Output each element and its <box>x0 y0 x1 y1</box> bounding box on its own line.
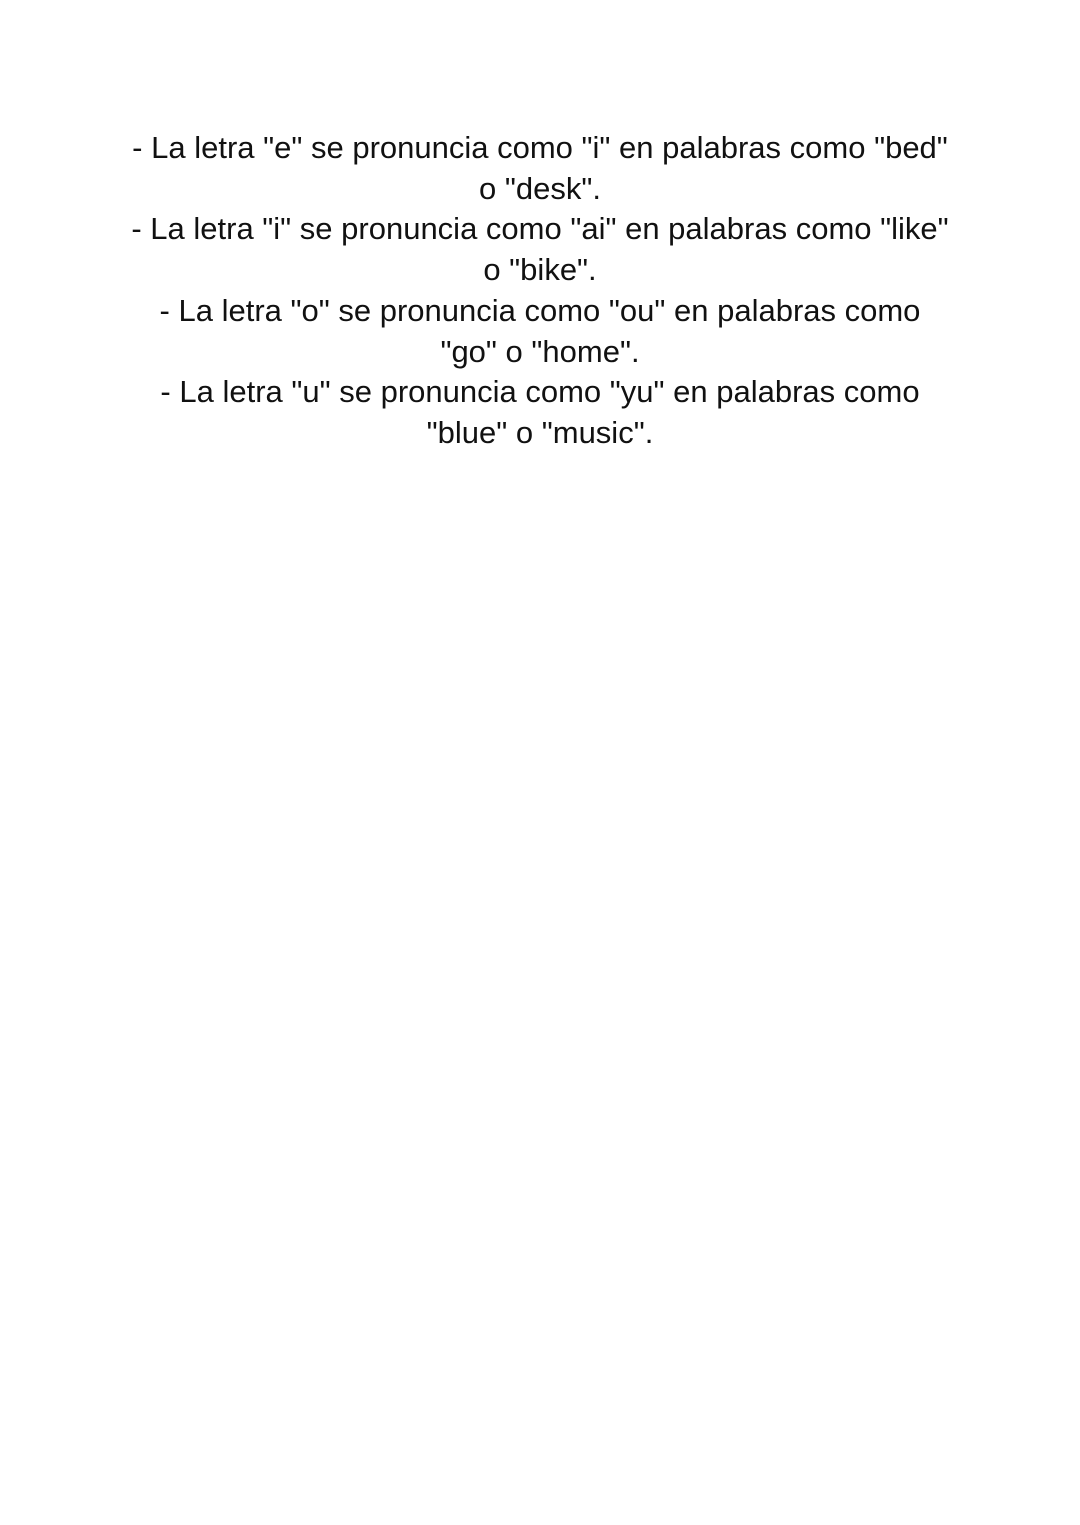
text-line-2: o "desk". <box>479 170 601 206</box>
text-line-3: - La letra "i" se pronuncia como "ai" en palabras como "like" <box>131 211 949 247</box>
pronunciation-notes <box>110 128 970 454</box>
text-line-8: "blue" o "music". <box>426 414 654 450</box>
text-line-5: - La letra "o" se pronuncia como "ou" en palabras como <box>159 292 921 328</box>
text-line-6: "go" o "home". <box>440 333 640 369</box>
text-line-4: o "bike". <box>483 252 597 288</box>
text-line-1: - La letra "e" se pronuncia como "i" en palabras como "bed" <box>132 130 948 165</box>
text-line-7: - La letra "u" se pronuncia como "yu" en palabras como <box>160 374 920 410</box>
